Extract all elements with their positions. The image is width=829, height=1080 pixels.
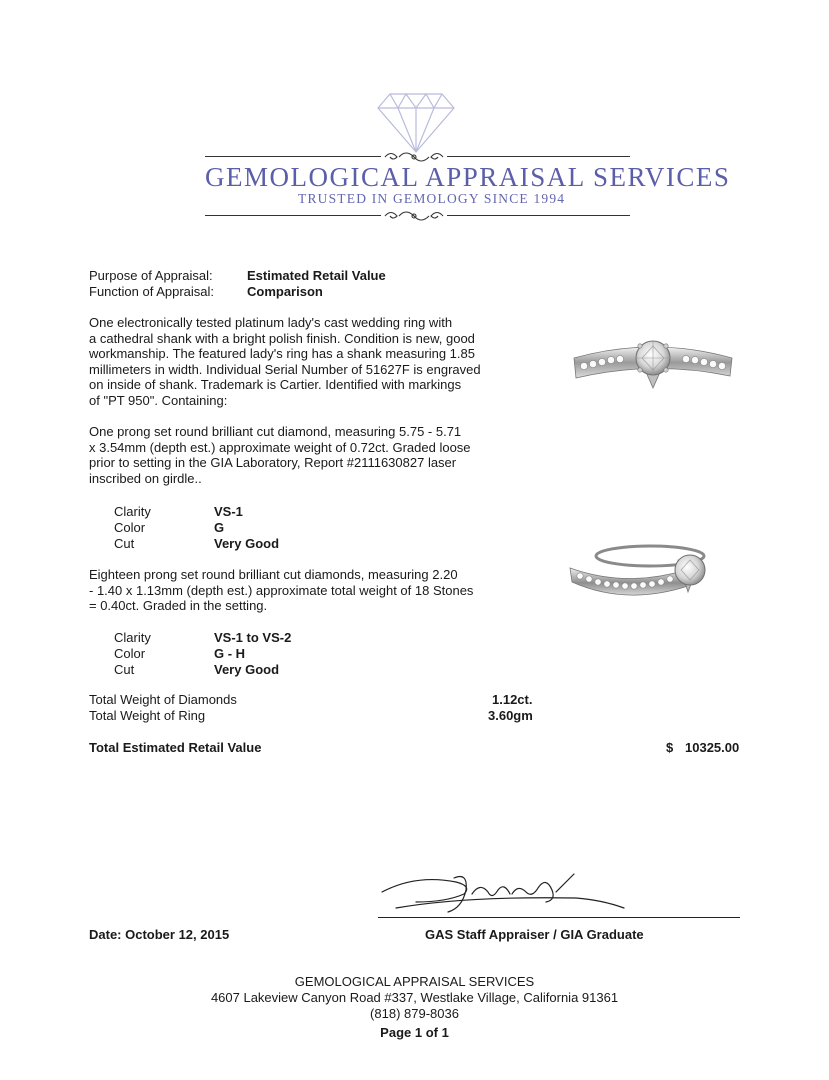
grade-label: Clarity <box>114 630 151 645</box>
text-line: One electronically tested platinum lady's cast wedding ring with <box>89 315 453 330</box>
footer-company: GEMOLOGICAL APPRAISAL SERVICES <box>294 974 535 989</box>
scroll-ornament-icon <box>381 207 447 225</box>
total-retail-label: Total Estimated Retail Value <box>89 740 262 755</box>
text-line: = 0.40ct. Graded in the setting. <box>89 598 268 613</box>
function-label: Function of Appraisal: <box>89 284 215 299</box>
page-number: Page 1 of 1 <box>380 1025 449 1040</box>
purpose-value: Estimated Retail Value <box>247 268 386 283</box>
total-ring-label: Total Weight of Ring <box>89 708 206 723</box>
total-diamonds-label: Total Weight of Diamonds <box>89 692 237 707</box>
function-value: Comparison <box>247 284 323 299</box>
side-stones-description <box>89 567 509 614</box>
footer-address: 4607 Lakeview Canyon Road #337, Westlake Village, California 91361 <box>210 990 619 1005</box>
company-title: GEMOLOGICAL APPRAISAL SERVICES <box>205 162 731 192</box>
text-line: Eighteen prong set round brilliant cut diamonds, measuring 2.20 <box>89 567 458 582</box>
grade-value: VS-1 to VS-2 <box>214 630 292 645</box>
total-diamonds-value: 1.12ct. <box>492 692 533 707</box>
text-line: on inside of shank. Trademark is Cartier. Identified with markings <box>89 377 462 392</box>
company-tagline: TRUSTED IN GEMOLOGY SINCE 1994 <box>298 191 566 206</box>
text-line: inscribed on girdle.. <box>89 470 202 486</box>
text-line: workmanship. The featured lady's ring has a shank measuring 1.85 <box>89 346 475 361</box>
grade-value: Very Good <box>214 662 280 677</box>
currency-symbol: $ <box>666 740 674 755</box>
text-line: x 3.54mm (depth est.) approximate weight of 0.72ct. Graded loose <box>89 439 471 455</box>
total-ring-value: 3.60gm <box>488 708 533 723</box>
grade-label: Cut <box>114 662 135 677</box>
text-line: One prong set round brilliant cut diamond, measuring 5.75 - 5.71 <box>89 424 462 439</box>
footer-phone: (818) 879-8036 <box>370 1006 459 1021</box>
appraiser-title: GAS Staff Appraiser / GIA Graduate <box>425 927 644 942</box>
text-line: a cathedral shank with a bright polish finish. Condition is new, good <box>89 330 475 346</box>
signature-mark <box>376 868 626 920</box>
grade-label: Color <box>114 520 146 535</box>
ring-photo-side <box>566 530 736 620</box>
ring-photo-front <box>568 318 738 418</box>
grade-label: Cut <box>114 536 135 551</box>
grade-value: G - H <box>214 646 246 661</box>
diamond-icon <box>376 92 456 154</box>
header-logo <box>0 88 829 233</box>
text-line: - 1.40 x 1.13mm (depth est.) approximate total weight of 18 Stones <box>89 582 474 598</box>
grade-label: Clarity <box>114 504 151 519</box>
grade-value: G <box>214 520 225 535</box>
ring-description <box>89 315 509 408</box>
grade-value: Very Good <box>214 536 280 551</box>
appraisal-date: Date: October 12, 2015 <box>89 927 230 942</box>
purpose-label: Purpose of Appraisal: <box>89 268 213 283</box>
grade-label: Color <box>114 646 146 661</box>
text-line: millimeters in width. Individual Serial Number of 51627F is engraved <box>89 361 481 377</box>
signature-line <box>378 917 740 918</box>
text-line: of "PT 950". Containing: <box>89 392 228 408</box>
grade-value: VS-1 <box>214 504 243 519</box>
total-retail-value: 10325.00 <box>685 740 740 755</box>
text-line: prior to setting in the GIA Laboratory, Report #2111630827 laser <box>89 455 457 470</box>
center-stone-description <box>89 424 509 486</box>
